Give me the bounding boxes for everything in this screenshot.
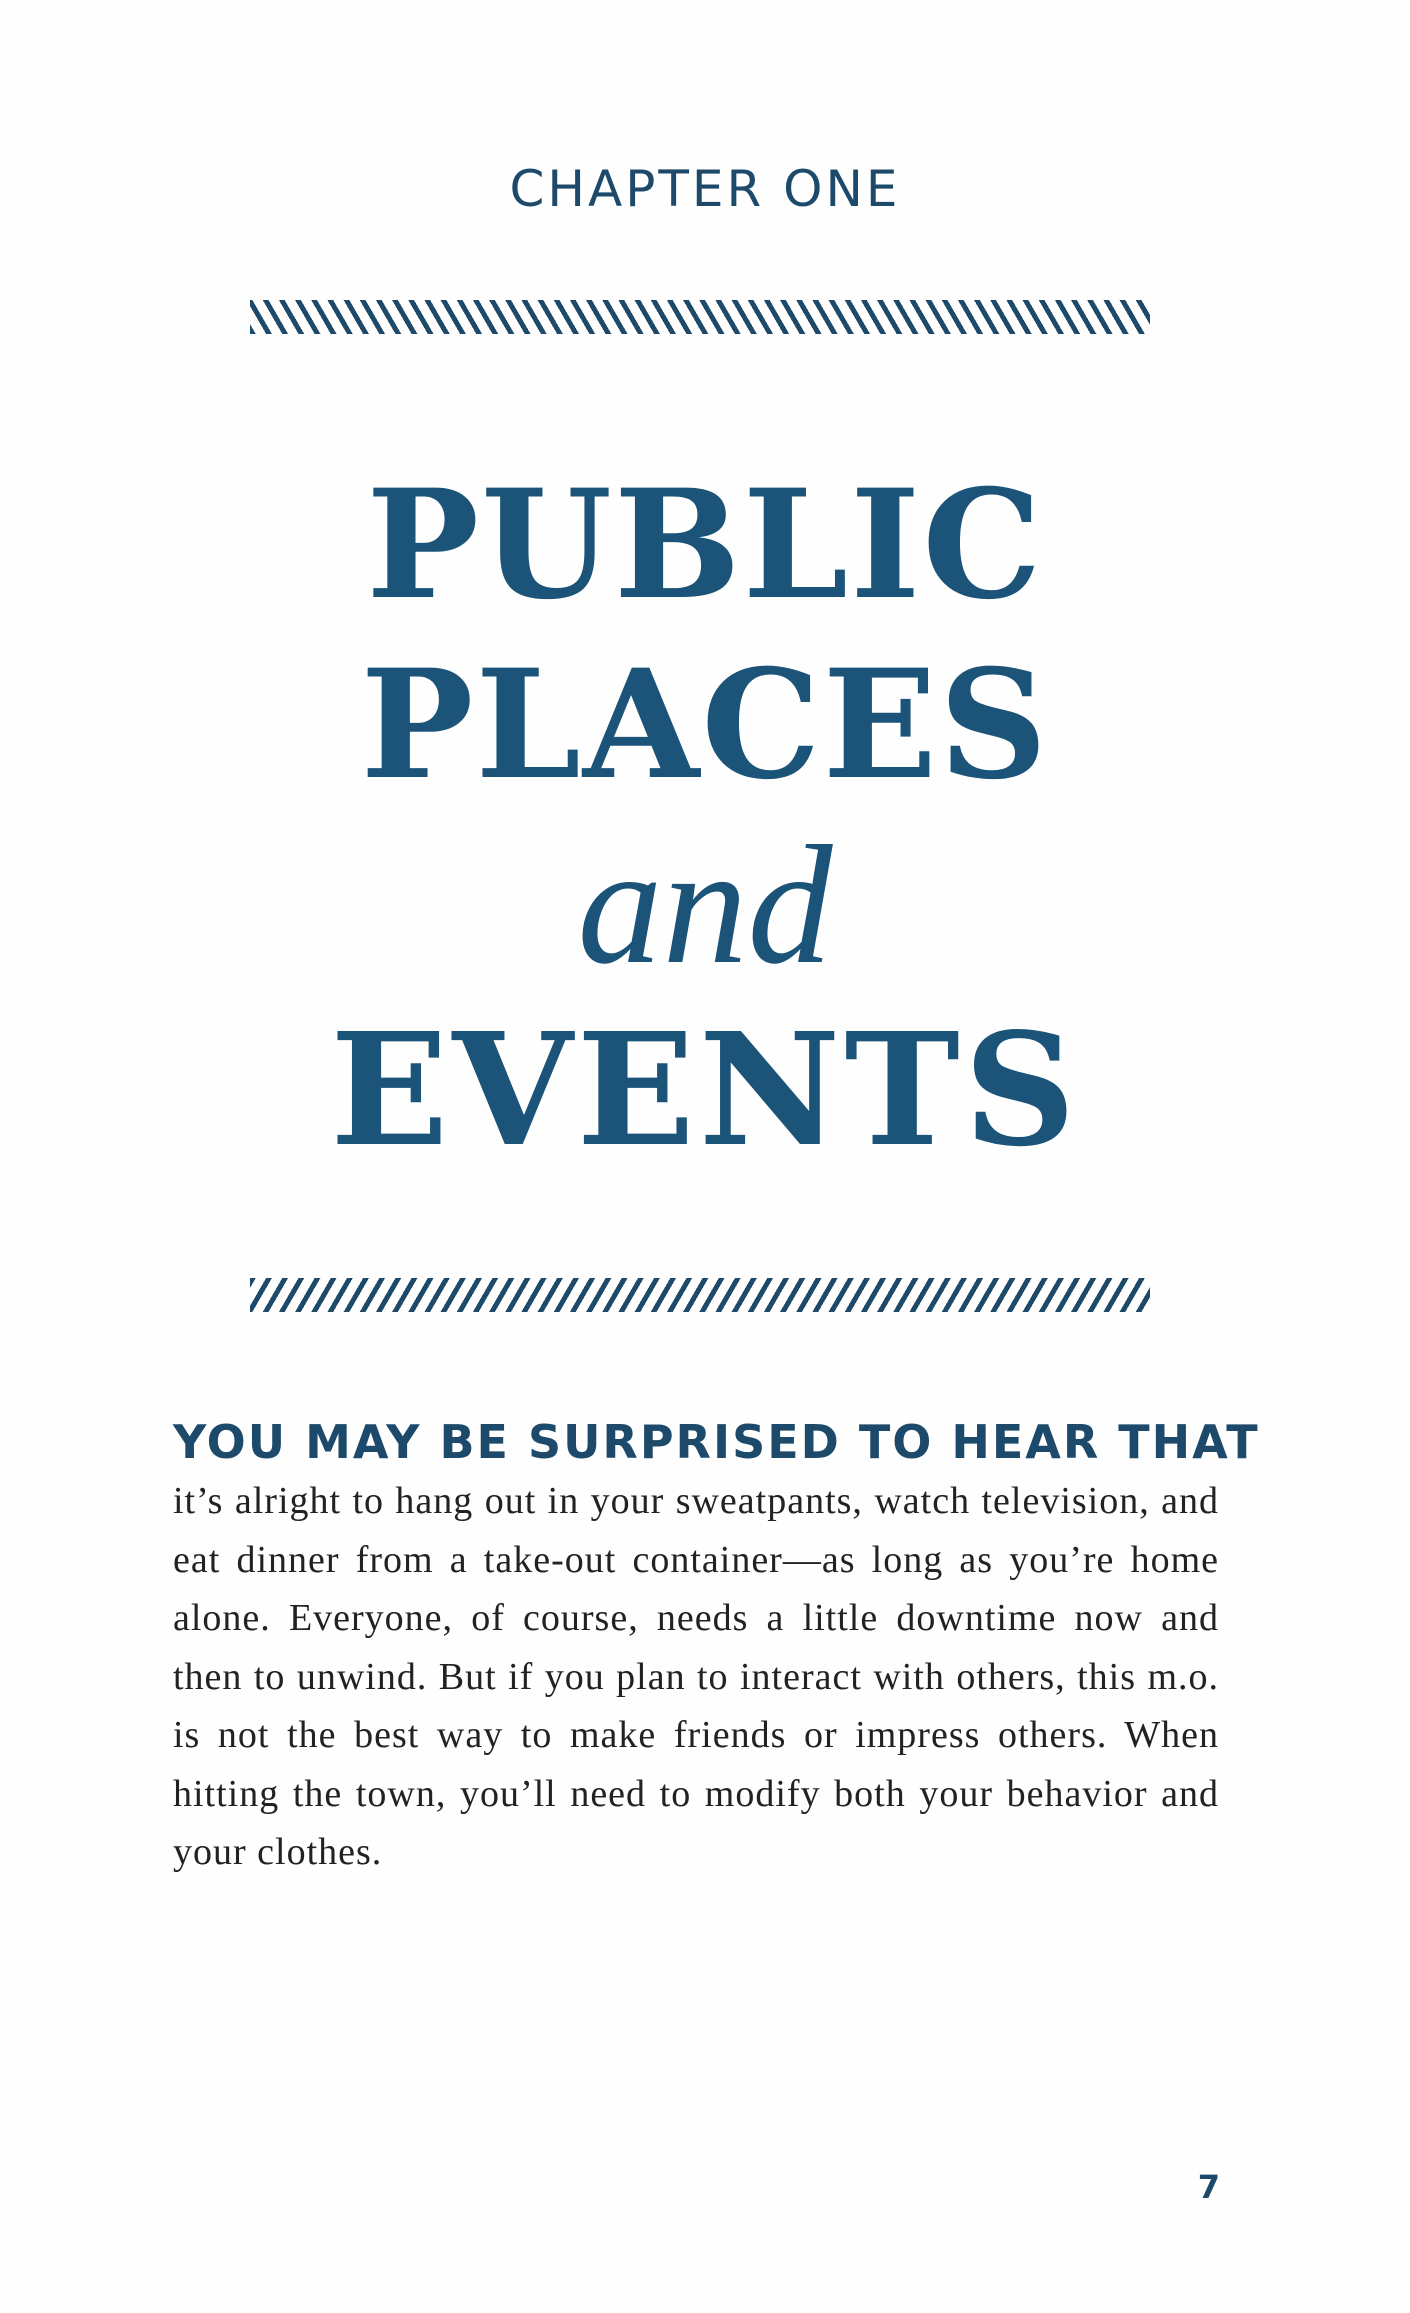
title-line-and: and xyxy=(577,811,833,999)
title-line-places: PLACES xyxy=(360,637,1050,813)
title-line-public: PUBLIC xyxy=(366,457,1044,633)
bottom-hatch-rule xyxy=(250,1278,1150,1312)
lead-in: YOU MAY BE SURPRISED TO HEAR THAT xyxy=(173,1415,1260,1469)
chapter-label: CHAPTER ONE xyxy=(509,160,901,218)
page-number: 7 xyxy=(1197,2168,1220,2206)
top-hatch-rule xyxy=(250,300,1150,334)
body-text xyxy=(173,1410,1260,1882)
chapter-title xyxy=(0,455,1410,1185)
title-line-events: EVENTS xyxy=(330,998,1080,1181)
body-paragraph: it’s alright to hang out in your sweatpants, watch television, and eat dinner from a take-out container—as long as you’re home alone. Everyone, of course, needs a little downtime now and then to unwind. But if you plan to interact with others, this m.o. is not the best way to make friends or impress others. When hitting the town, you’ll need to modify both your behavior and your clothes. xyxy=(173,1480,1219,1873)
